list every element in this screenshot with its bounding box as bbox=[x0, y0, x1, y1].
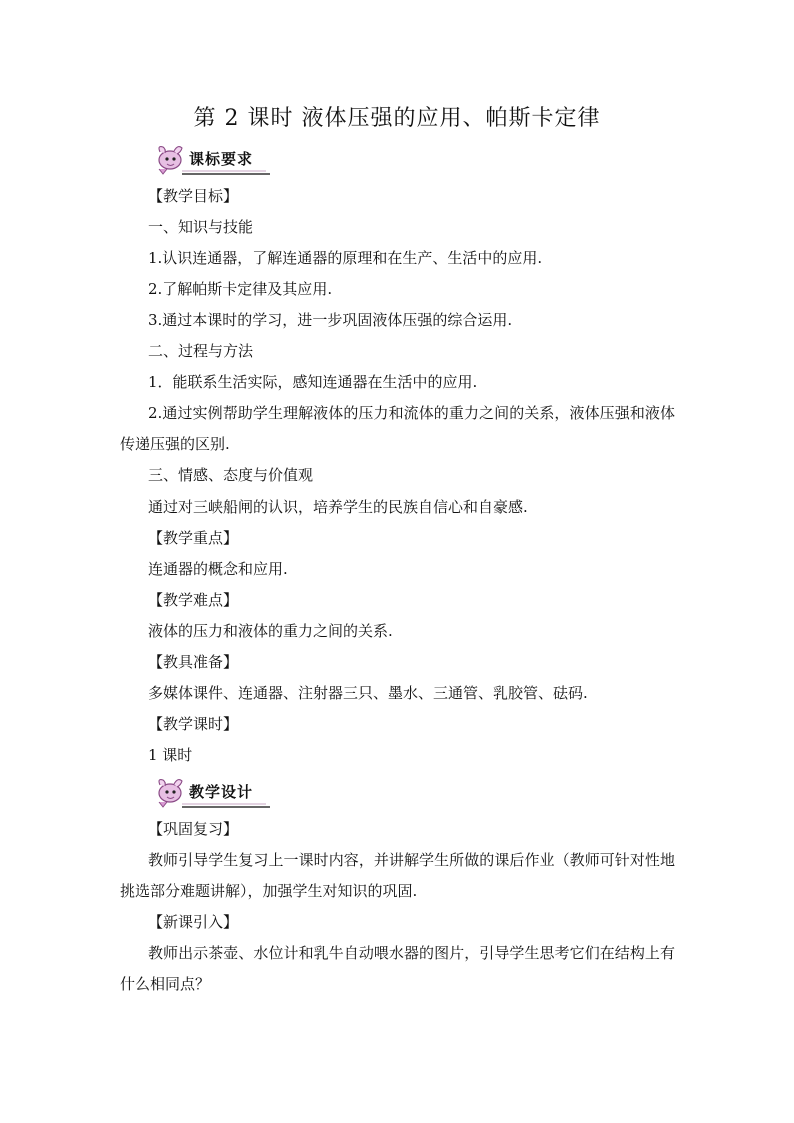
process-heading: 二、过程与方法 bbox=[148, 342, 254, 360]
review-heading: 【巩固复习】 bbox=[148, 820, 239, 838]
tools-heading: 【教具准备】 bbox=[148, 653, 239, 671]
section-banner-design bbox=[148, 776, 273, 810]
tools-text: 多媒体课件、连通器、注射器三只、墨水、三通管、乳胶管、砝码. bbox=[148, 684, 588, 702]
emotion-heading: 三、情感、态度与价值观 bbox=[148, 466, 314, 484]
difficulty-text: 液体的压力和液体的重力之间的关系. bbox=[148, 622, 393, 640]
banner-label: 课标要求 bbox=[189, 150, 254, 168]
knowledge-item-2: 2.了解帕斯卡定律及其应用. bbox=[148, 280, 333, 298]
section-banner-standards bbox=[148, 143, 273, 177]
banner-label: 教学设计 bbox=[189, 783, 254, 801]
process-item-1: 1．能联系生活实际，感知连通器在生活中的应用. bbox=[148, 373, 478, 391]
key-heading: 【教学重点】 bbox=[148, 529, 239, 547]
knowledge-heading: 一、知识与技能 bbox=[148, 218, 254, 236]
process-item-2: 2.通过实例帮助学生理解液体的压力和流体的重力之间的关系，液体压强和液体传递压强的区别. bbox=[120, 404, 675, 453]
emotion-item-1: 通过对三峡船闸的认识，培养学生的民族自信心和自豪感. bbox=[148, 498, 528, 516]
page-title: 第 2 课时 液体压强的应用、帕斯卡定律 bbox=[193, 106, 601, 131]
knowledge-item-1: 1.认识连通器，了解连通器的原理和在生产、生活中的应用. bbox=[148, 249, 543, 267]
knowledge-item-3: 3.通过本课时的学习，进一步巩固液体压强的综合运用. bbox=[148, 311, 513, 329]
key-text: 连通器的概念和应用. bbox=[148, 560, 288, 578]
intro-heading: 【新课引入】 bbox=[148, 913, 239, 931]
difficulty-heading: 【教学难点】 bbox=[148, 591, 239, 609]
intro-text: 教师出示茶壶、水位计和乳牛自动喂水器的图片，引导学生思考它们在结构上有什么相同点？ bbox=[120, 944, 675, 993]
hours-text: 1 课时 bbox=[148, 746, 193, 764]
hours-heading: 【教学课时】 bbox=[148, 715, 239, 733]
objectives-heading: 【教学目标】 bbox=[148, 187, 239, 205]
review-text: 教师引导学生复习上一课时内容，并讲解学生所做的课后作业（教师可针对性地挑选部分难题讲解），加强学生对知识的巩固. bbox=[120, 851, 675, 900]
